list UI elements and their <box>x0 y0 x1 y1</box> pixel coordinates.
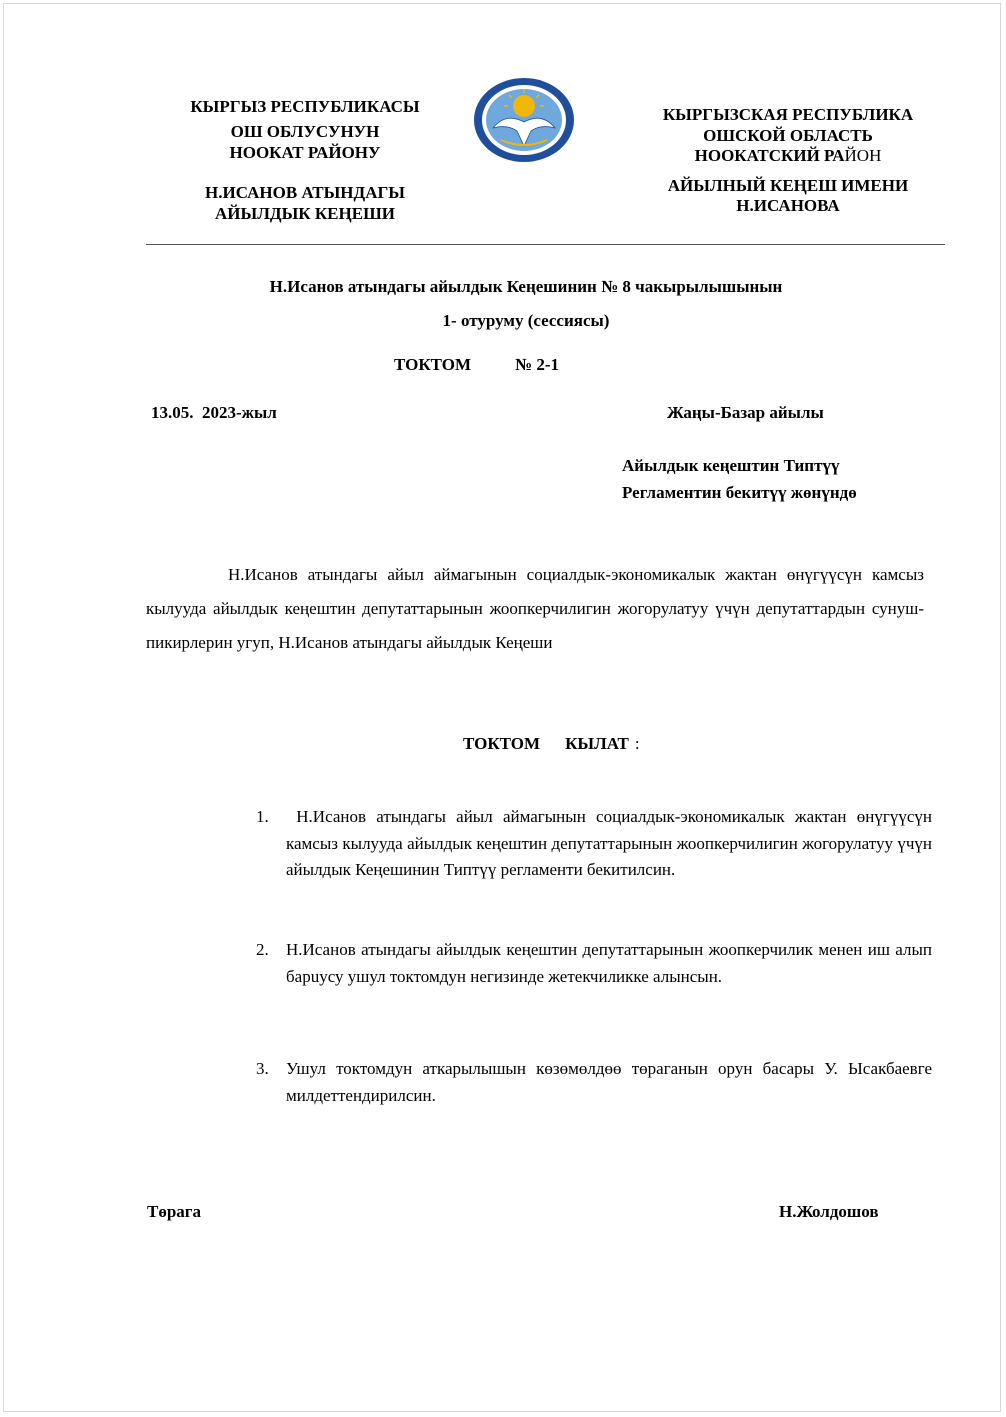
resolution-colon: : <box>634 734 640 753</box>
list-item-text: Н.Исанов атындагы айыл аймагынын социалдык-экономикалык жактан өнүгүүсүн камсыз кылууда айылдык кеңештин депутаттарынын жоопкерчилигин жогорулатуу үчүн айылдык Кеңешинин Типтүү регламенти бекитилсин. <box>286 807 937 879</box>
decree-place: Жаңы-Базар айылы <box>667 403 824 422</box>
list-item <box>256 1056 932 1109</box>
list-item-text: Ушул токтомдун аткарылышын көзөмөлдөө төраганын орун басары У. Ысакбаевге милдеттендирилсин. <box>286 1059 932 1105</box>
resolution-word1: ТОКТОМ <box>463 734 541 753</box>
list-item <box>256 937 932 990</box>
list-item <box>256 804 937 884</box>
header-divider <box>146 244 945 245</box>
decree-number: № 2-1 <box>515 355 559 374</box>
session-subtitle: 1- отуруму (сессиясы) <box>442 311 610 330</box>
header-left-line2: ОШ ОБЛУСУНУН <box>230 122 380 141</box>
header-right-line3-normal: ЙОН <box>844 146 882 165</box>
header-left-line5: АЙЫЛДЫК КЕҢЕШИ <box>215 204 395 223</box>
resolution-word2: КЫЛАТ <box>565 734 629 753</box>
emblem-icon <box>471 76 577 164</box>
header-left-line4: Н.ИСАНОВ АТЫНДАГЫ <box>205 183 405 202</box>
list-item-number: 2. <box>256 940 269 959</box>
decree-label: ТОКТОМ <box>394 355 472 374</box>
header-right-line3-bold: НООКАТСКИЙ РА <box>694 146 845 165</box>
header-right-line5: Н.ИСАНОВА <box>736 196 840 215</box>
header-left-line3: НООКАТ РАЙОНУ <box>229 143 381 162</box>
header-left-line1: КЫРГЫЗ РЕСПУБЛИКАСЫ <box>190 97 420 116</box>
preamble-paragraph: Н.Исанов атындагы айыл аймагынын социалдык-экономикалык жактан өнүгүүсүн камсыз кылууда айылдык кеңештин депутаттарынын жоопкерчилигин жогорулатуу үчүн депутаттардын сунуш-пикирлерин угуп, Н.Исанов атындагы айылдык Кеңеши <box>146 565 924 652</box>
subject-line1: Айылдык кеңештин Типтүү <box>622 456 840 475</box>
decree-date: 13.05. 2023-жыл <box>151 403 277 422</box>
list-item-number: 1. <box>256 807 269 826</box>
session-title: Н.Исанов атындагы айылдык Кеңешинин № 8 чакырылышынын <box>269 277 783 296</box>
signature-name: Н.Жолдошов <box>779 1202 879 1221</box>
header-right-line3 <box>638 145 938 166</box>
header-right-line1: КЫРГЫЗСКАЯ РЕСПУБЛИКА <box>662 105 914 124</box>
resolution-heading <box>463 734 640 754</box>
list-item-text: Н.Исанов атындагы айылдык кеңештин депутаттарынын жоопкерчилик менен иш алып барuусу ушул токтомдун негизинде жетекчиликке алынсын. <box>286 940 932 986</box>
subject-line2: Регламентин бекитүү жөнүндө <box>622 483 857 502</box>
header-right-line4: АЙЫЛНЫЙ КЕҢЕШ ИМЕНИ <box>667 176 909 195</box>
list-item-number: 3. <box>256 1059 269 1078</box>
header-right-line2: ОШСКОЙ ОБЛАСТЬ <box>703 126 873 145</box>
signature-role: Төрага <box>147 1202 202 1221</box>
